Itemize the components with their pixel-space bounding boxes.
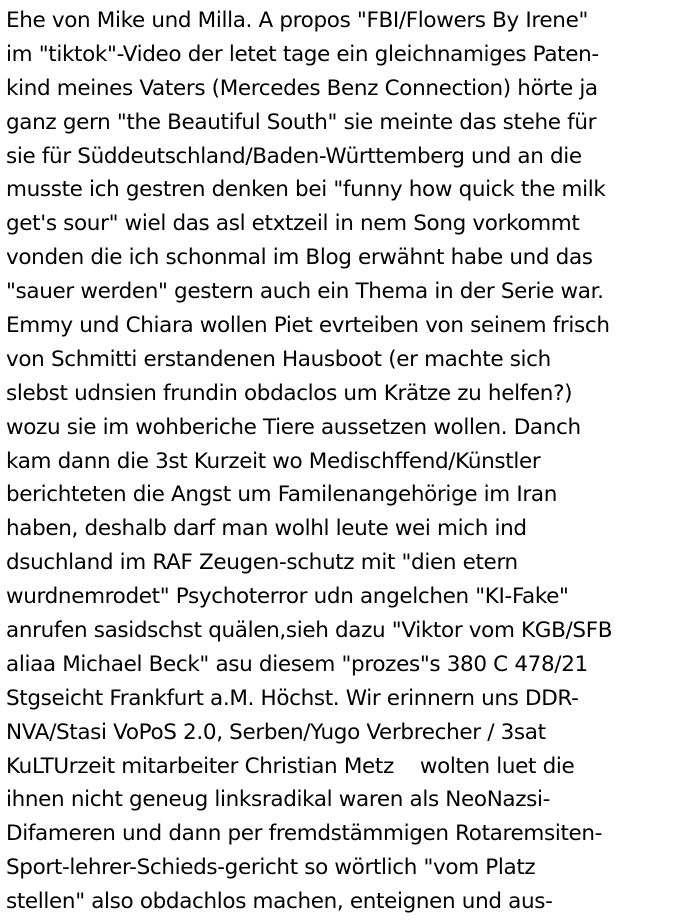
text-line-23: KuLTUrzeit mitarbeiter Christian Metz wolten luet die: [6, 753, 575, 779]
text-line-15: berichteten die Angst um Familenangehörige im Iran: [6, 482, 557, 508]
text-line-4: ganz gern "the Beautiful South" sie meinte das stehe für: [6, 109, 597, 135]
text-line-21: Stgseicht Frankfurt a.M. Höchst. Wir erinnern uns DDR-: [6, 685, 579, 711]
text-line-19: anrufen sasidschst quälen,sieh dazu "Viktor vom KGB/SFB: [6, 618, 613, 644]
text-line-3: kind meines Vaters (Mercedes Benz Connection) hörte ja: [6, 75, 598, 101]
text-line-8: vonden die ich schonmal im Blog erwähnt habe und das: [6, 245, 593, 271]
text-line-22: NVA/Stasi VoPoS 2.0, Serben/Yugo Verbrecher / 3sat: [6, 719, 546, 745]
text-line-17: dsuchland im RAF Zeugen-schutz mit "dien etern: [6, 550, 518, 576]
text-line-13: wozu sie im wohberiche Tiere aussetzen wollen. Danch: [6, 414, 581, 440]
text-line-7: get's sour" wiel das asl etxtzeil in nem Song vorkommt: [6, 211, 580, 237]
text-line-26: Sport-lehrer-Schieds-gericht so wörtlich "vom Platz: [6, 855, 536, 881]
text-line-2: im "tiktok"-Video der letet tage ein gleichnamiges Paten-: [6, 41, 599, 67]
document-text: [6, 4, 682, 919]
text-line-6: musste ich gestren denken bei "funny how quick the milk: [6, 177, 606, 203]
text-line-14: kam dann die 3st Kurzeit wo Medischffend/Künstler: [6, 448, 541, 474]
text-line-9: "sauer werden" gestern auch ein Thema in der Serie war.: [6, 279, 604, 305]
text-line-12: slebst udnsien frundin obdaclos um Krätze zu helfen?): [6, 380, 573, 406]
text-line-11: von Schmitti erstandenen Hausboot (er machte sich: [6, 346, 551, 372]
text-line-18: wurdnemrodet" Psychoterror udn angelchen "KI-Fake": [6, 584, 569, 610]
text-line-10: Emmy und Chiara wollen Piet evrteiben von seinem frisch: [6, 313, 610, 339]
text-line-27: stellen" also obdachlos machen, enteignen und aus-: [6, 889, 553, 915]
text-line-24: ihnen nicht geneug linksradikal waren als NeoNazsi-: [6, 787, 551, 813]
text-line-1: Ehe von Mike und Milla. A propos "FBI/Flowers By Irene": [6, 8, 588, 33]
text-line-20: aliaa Michael Beck" asu diesem "prozes"s 380 C 478/21: [6, 651, 588, 677]
text-line-5: sie für Süddeutschland/Baden-Württemberg und an die: [6, 143, 582, 169]
text-line-25: Difameren und dann per fremdstämmigen Rotaremsiten-: [6, 821, 603, 847]
text-line-16: haben, deshalb darf man wolhl leute wei mich ind: [6, 516, 527, 542]
